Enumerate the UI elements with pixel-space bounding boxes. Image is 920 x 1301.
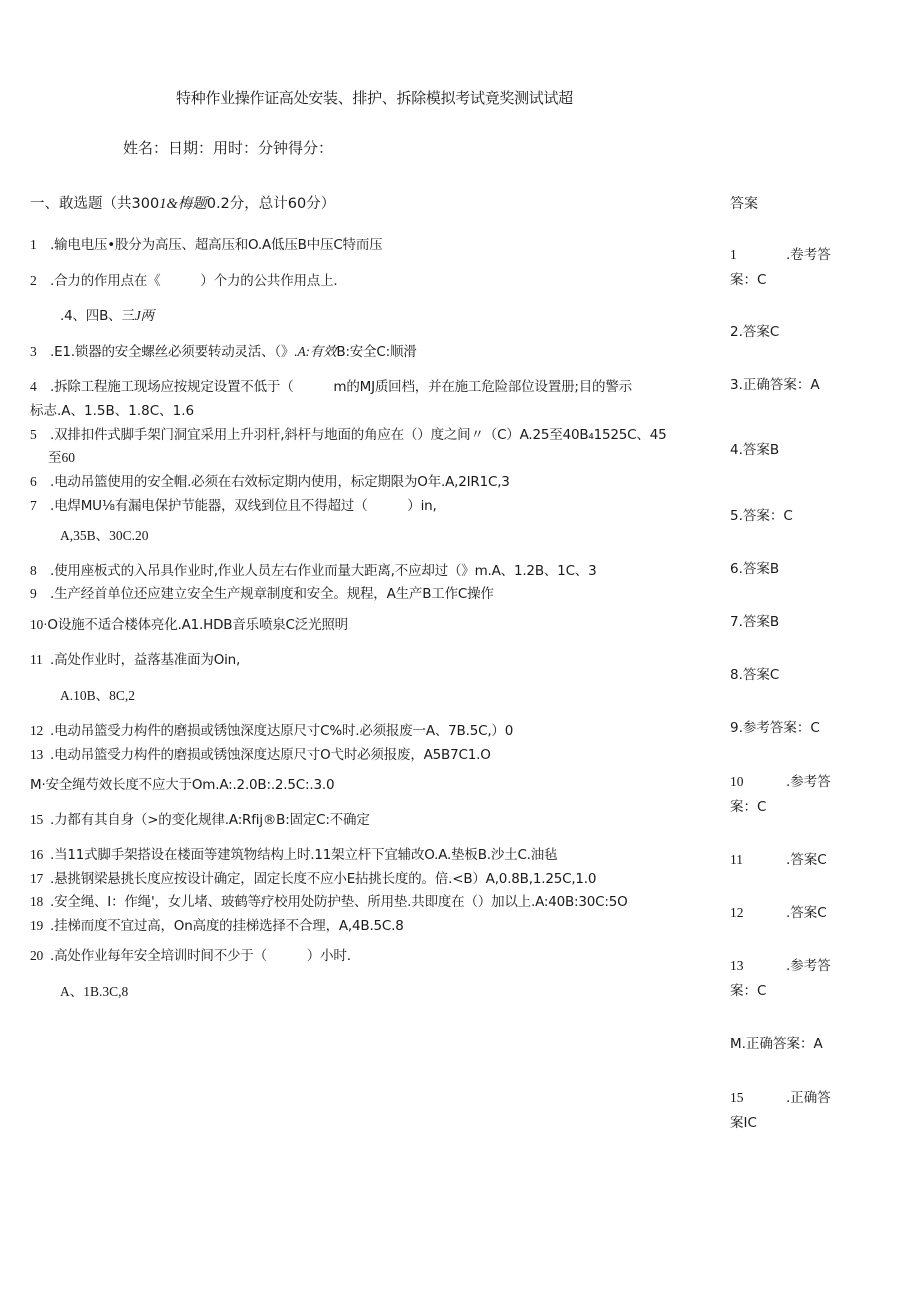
answer-6: 6.答案B — [730, 561, 780, 577]
answer-4: 4.答案B — [730, 442, 780, 458]
answer-number: 1 — [730, 247, 737, 262]
question-number: 20 — [30, 948, 44, 963]
answer-text-cont: 案：C — [730, 272, 767, 288]
answer-text: .参考答 — [786, 774, 831, 790]
answer-number: 10 — [730, 774, 744, 789]
question-text: .高处作业时，益落基准面为Oin, — [50, 652, 241, 668]
question-10 — [30, 613, 348, 633]
answer-10 — [730, 769, 831, 820]
answer-text: .正确答 — [786, 1090, 831, 1106]
question-number: 11 — [30, 652, 43, 667]
answer-13 — [730, 953, 831, 1004]
question-text: .输电电压•股分为高压、超高压和O.A低压B中压C特而压 — [50, 237, 383, 253]
answer-text: .参考答 — [786, 958, 831, 974]
question-text: .电动吊篮受力构件的磨损或锈蚀深度达原尺寸O弋时必须报废，A5B7C1.O — [50, 747, 491, 763]
question-number: 8 — [30, 563, 37, 578]
question-number: 10· — [30, 617, 48, 632]
question-15 — [30, 808, 370, 828]
question-number: 4 — [30, 379, 37, 394]
answer-1 — [730, 242, 831, 293]
section-heading-text: 一、敢选题（共300 — [30, 196, 160, 212]
question-5 — [30, 423, 667, 443]
question-number: 3 — [30, 344, 37, 359]
section-heading-tail: 0.2分，总计60分） — [206, 196, 336, 212]
question-1 — [30, 233, 382, 253]
info-line: 姓名：日期：用时：分钟得分： — [123, 139, 334, 157]
question-number: 13 — [30, 747, 44, 762]
question-3 — [30, 340, 417, 360]
question-17 — [30, 867, 596, 887]
answer-3: 3.正确答案：A — [730, 377, 820, 393]
question-9 — [30, 582, 494, 602]
question-2 — [30, 269, 337, 289]
question-text: .E1.锁器的安全螺丝必须要转动灵活、（》 — [50, 344, 295, 360]
question-8 — [30, 559, 597, 579]
question-number: M· — [30, 777, 46, 793]
answer-15 — [730, 1085, 831, 1136]
question-number: 16 — [30, 847, 44, 862]
question-20 — [30, 944, 351, 964]
question-text: .安全绳、I：作绳'，女儿堵、玻鹤等疗校用处防护垫、所用垫.共即度在（）加以上.A:40B:30C:5O — [50, 894, 628, 910]
answer-11 — [730, 847, 827, 873]
answer-14: M.正确答案：A — [730, 1036, 823, 1052]
question-number: 15 — [30, 812, 44, 827]
question-text: .使用座板式的入吊具作业时,作业人员左右作业而量大距离,不应却过（》m.A、1.2B、1C、3 — [50, 563, 597, 579]
question-7 — [30, 494, 437, 514]
answer-text: .答案C — [786, 852, 827, 868]
question-text: 安全绳芍效长度不应大于Om.A:.2.0B:.2.5C:.3.0 — [45, 777, 335, 793]
answer-text-cont: 案：C — [730, 983, 767, 999]
question-number: 7 — [30, 498, 37, 513]
question-11-options: A.10B、8C,2 — [60, 688, 136, 703]
question-number: 2 — [30, 273, 37, 288]
question-number: 19 — [30, 918, 44, 933]
question-20-options: A、1B.3C,8 — [60, 984, 129, 999]
question-number: 9 — [30, 586, 37, 601]
answer-number: 11 — [730, 852, 743, 867]
answer-text: .答案C — [786, 905, 827, 921]
question-19 — [30, 914, 404, 934]
section-heading — [30, 192, 335, 213]
question-16 — [30, 843, 557, 863]
question-text: .挂梯而度不宜过高，On高度的挂梯选择不合理，A,4B.5C.8 — [50, 918, 404, 934]
question-text: .高处作业每年安全培训时间不少于（ ）小时. — [50, 948, 351, 964]
answer-number: 13 — [730, 958, 744, 973]
question-14 — [30, 773, 334, 793]
question-6 — [30, 470, 510, 490]
question-text-tail: B:安全C:顺滑 — [336, 344, 417, 360]
question-text: .双排扣件式脚手架门洞宜采用上升羽杆,斜杆与地面的角应在（）度之间〃（C）A.25至40B₄1525C、45 — [50, 427, 667, 443]
question-4-continued: 标志.A、1.5B、1.8C、1.6 — [30, 403, 195, 419]
question-11 — [30, 648, 240, 668]
question-options: .4、四B、三 — [60, 308, 135, 324]
answer-7: 7.答案B — [730, 614, 780, 630]
question-7-options: A,35B、30C.20 — [60, 528, 149, 543]
question-text: .生产经首单位还应建立安全生产规章制度和安全。规程，A生产B工作C操作 — [50, 586, 494, 602]
question-number: 17 — [30, 871, 44, 886]
question-text: .力都有其自身（>的变化规律.A:Rfij®B:固定C:不确定 — [50, 812, 370, 828]
answer-text: .卷考答 — [786, 247, 831, 263]
question-text: .拆除工程施工现场应按规定设置不低于（ m的MJ质回档，并在施工危险部位设置册;目的警示 — [50, 379, 632, 395]
answer-2: 2.答案C — [730, 324, 780, 340]
answer-text-cont: 案IC — [730, 1115, 757, 1131]
question-number: 12 — [30, 723, 44, 738]
question-18 — [30, 890, 628, 910]
question-text: .电动吊篮使用的安全帽.必须在右效标定期内使用，标定期限为O年.A,2IR1C,3 — [50, 474, 510, 490]
question-5-continued: 至60 — [48, 450, 75, 465]
question-2-options — [60, 304, 154, 324]
question-12 — [30, 719, 513, 739]
question-text: .当11式脚手架搭设在楼面等建筑物结构上时.11架立杆下宜辅改O.A.垫板B.沙土C.油毡 — [50, 847, 558, 863]
question-text: .电动吊篮受力构件的磨损或锈蚀深度达原尺寸C%时.必须报废一A、7B.5C,）0 — [50, 723, 514, 739]
question-text-italic: .A:有效 — [294, 344, 337, 359]
question-4 — [30, 375, 632, 395]
question-options-italic: J两 — [134, 308, 154, 323]
document-title: 特种作业操作证高处安装、排护、拆除模拟考试竟奖测试试超 — [176, 89, 573, 107]
answer-8: 8.答案C — [730, 667, 780, 683]
answer-heading: 答案 — [730, 196, 758, 212]
section-heading-italic: 1&梅题 — [159, 196, 207, 212]
question-text: .电焊MU⅛有漏电保护节能器，双线到位且不得超过（ ）in, — [50, 498, 437, 514]
question-text: O设施不适合楼体亮化.A1.HDB音乐喷泉C泛光照明 — [47, 617, 348, 633]
question-number: 6 — [30, 474, 37, 489]
answer-text-cont: 案：C — [730, 799, 767, 815]
answer-9: 9.参考答案：C — [730, 720, 820, 736]
question-number: 5 — [30, 427, 37, 442]
answer-5: 5.答案：C — [730, 508, 793, 524]
answer-12 — [730, 900, 827, 926]
question-13 — [30, 743, 491, 763]
question-number: 18 — [30, 894, 44, 909]
question-text: .悬挑钢梁悬挑长度应按设计确定，固定长度不应小E拈挑长度的。倍.<B）A,0.8B,1.25C,1.0 — [50, 871, 597, 887]
question-text: .合力的作用点在《 ）个力的公共作用点上. — [50, 273, 338, 289]
answer-number: 15 — [730, 1090, 744, 1105]
answer-number: 12 — [730, 905, 744, 920]
question-number: 1 — [30, 237, 37, 252]
